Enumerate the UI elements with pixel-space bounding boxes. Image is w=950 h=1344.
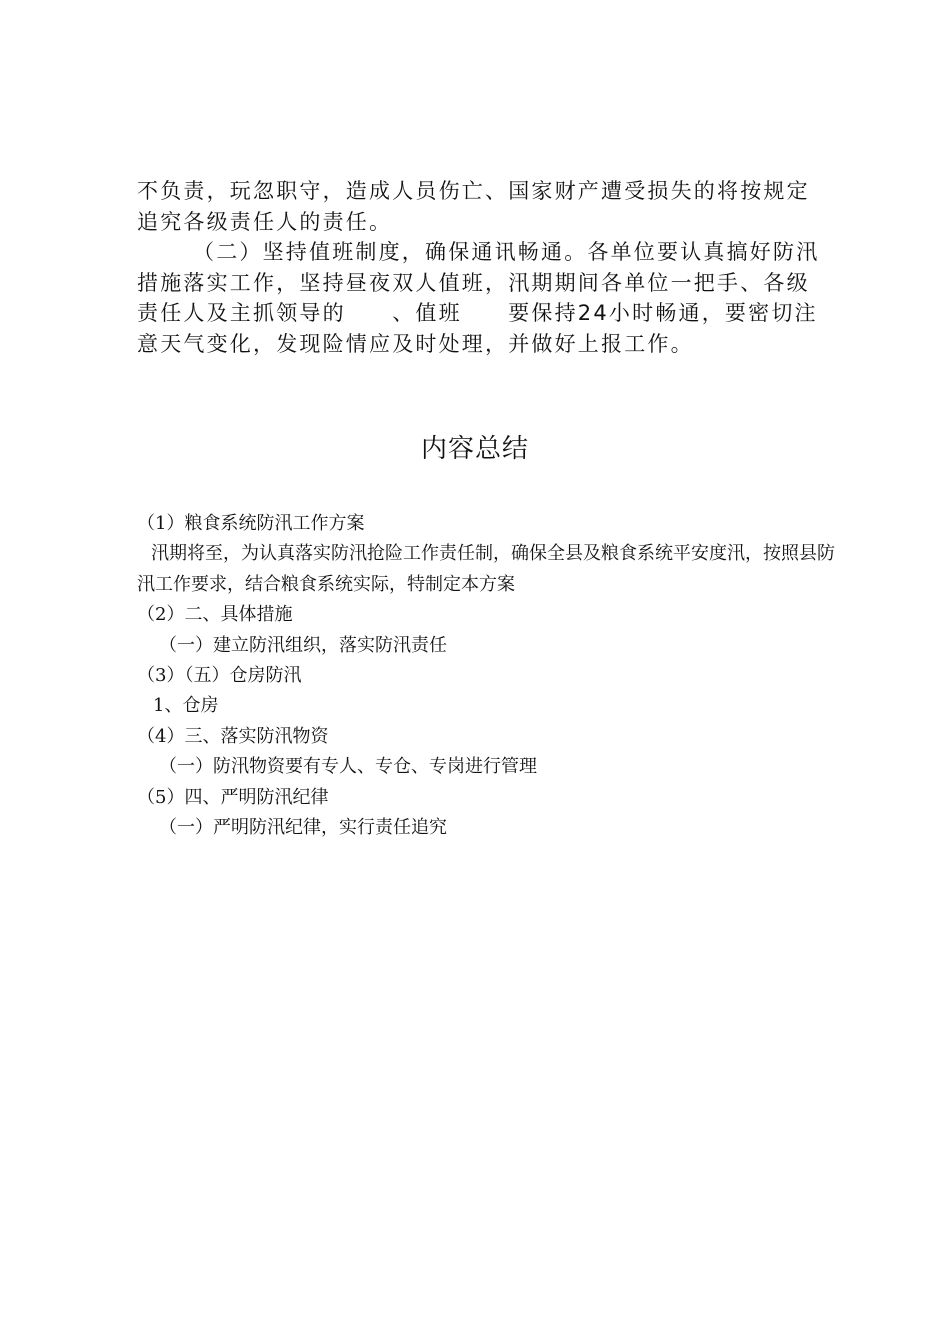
summary-item-4-heading: （4）三、落实防汛物资 (137, 725, 329, 747)
summary-item-3-heading: （3）（五）仓房防汛 (137, 665, 302, 687)
summary-item-1-text-content: 汛期将至，为认真落实防汛抢险工作责任制，确保全县及粮食系统平安度汛，按照县防汛工作要求，结合粮食系统实际，特制定本方案 (137, 543, 835, 595)
summary-item-2-text: （一）建立防汛组织，落实防汛责任 (159, 634, 447, 656)
summary-item-1-heading: （1）粮食系统防汛工作方案 (137, 513, 365, 534)
summary-title: 内容总结 (420, 434, 529, 464)
body-text (137, 176, 827, 359)
summary-item-5-heading: （5）四、严明防汛纪律 (137, 786, 329, 808)
summary-item-1-text (137, 539, 837, 600)
summary-item-4-text: （一）防汛物资要有专人、专仓、专岗进行管理 (159, 756, 537, 778)
summary-item-2-heading: （2）二、具体措施 (137, 604, 293, 626)
summary-item-3-text: 1、仓房 (153, 695, 219, 717)
summary-list (137, 509, 837, 843)
paragraph-responsibility: 不负责，玩忽职守，造成人员伤亡、国家财产遭受损失的将按规定追究各级责任人的责任。 (137, 179, 810, 234)
summary-item-5-text: （一）严明防汛纪律，实行责任追究 (159, 817, 447, 839)
paragraph-duty-system: （二）坚持值班制度，确保通讯畅通。各单位要认真搞好防汛措施落实工作，坚持昼夜双人值班，汛期期间各单位一把手、各级责任人及主抓领导的 、值班 要保持24小时畅通，要密切注意天气变化，发现险情应及时处理，并做好上报工作。 (137, 240, 820, 356)
